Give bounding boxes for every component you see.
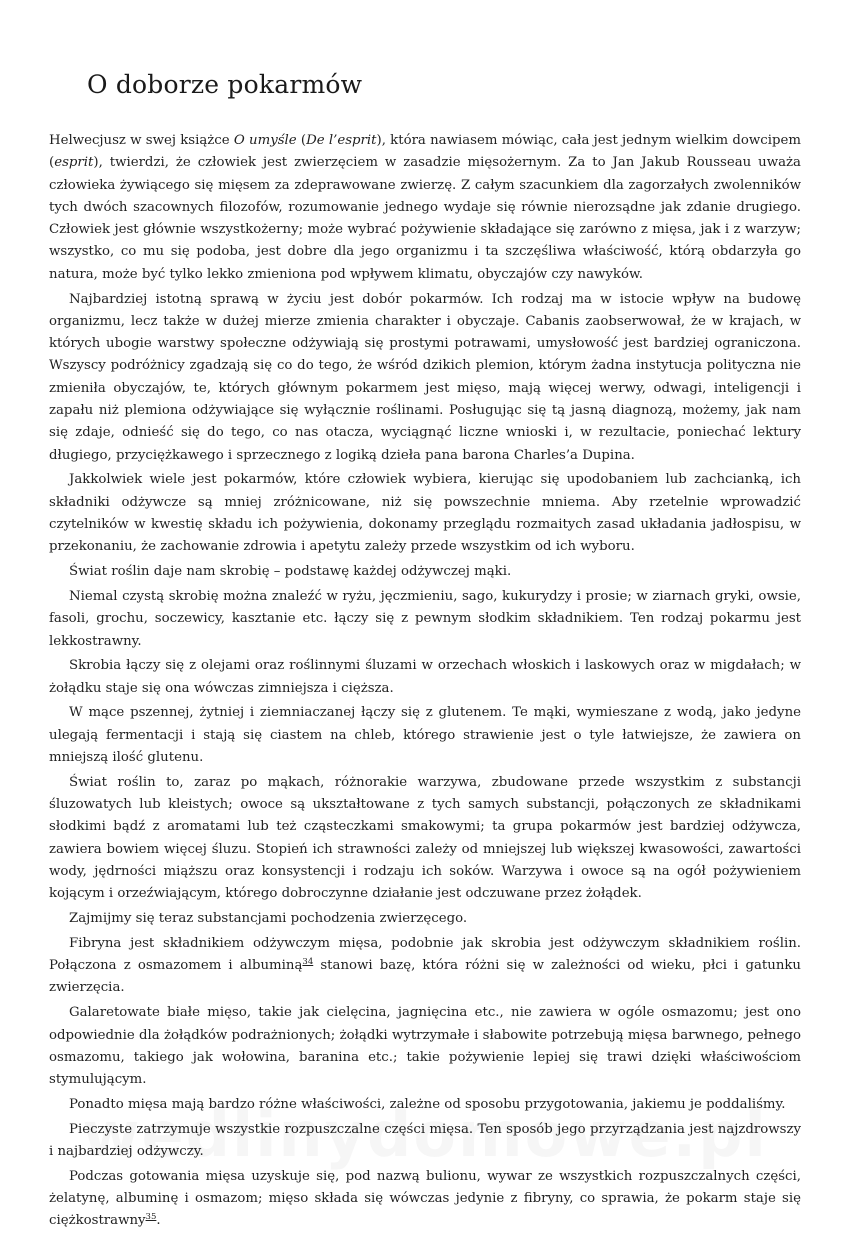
paragraph bbox=[49, 1002, 801, 1091]
paragraph-text: Świat roślin daje nam skrobię – podstawę każdej odżywczej mąki. bbox=[69, 564, 512, 580]
paragraph-text: W mące pszennej, żytniej i ziemniaczanej łączy się z glutenem. Te mąki, wymieszane z wodą, jako jedyne ulegają fermentacji i stają się ciastem na chleb, którego strawienie jest o tyle łatwiejsze, że zawiera on mniejszą ilość glutenu. bbox=[49, 705, 801, 766]
paragraph-text: . bbox=[156, 1213, 161, 1229]
paragraph-text: Ponadto mięsa mają bardzo różne właściwości, zależne od sposobu przygotowania, jakiemu je poddaliśmy. bbox=[69, 1096, 786, 1112]
paragraph bbox=[49, 772, 801, 906]
paragraph-text: Pieczyste zatrzymuje wszystkie rozpuszczalne części mięsa. Ten sposób jego przyrządzania jest najzdrowszy i najbardziej odżywczy. bbox=[49, 1121, 801, 1160]
paragraph-text: ), która nawiasem mówiąc, cała jest jednym wielkim dowcipem ( bbox=[49, 133, 801, 171]
paragraph bbox=[49, 561, 801, 583]
paragraph bbox=[49, 469, 801, 558]
italic-text: esprit bbox=[54, 155, 94, 171]
paragraph-text: Najbardziej istotną sprawą w życiu jest dobór pokarmów. Ich rodzaj ma w istocie wpływ na budowę organizmu, lecz także w dużej mierze zmienia charakter i obyczaje. Cabanis zaobserwował, że w krajach, w których ubogie warstwy społeczne odżywiają się prostymi potrawami, umysłowość jest bardziej ograniczona. Wszyscy podróżnicy zgadzają się co do tego, że wśród dzikich plemion, którym żadna instytucja polityczna nie zmieniła obyczajów, te, których głównym pokarmem jest mięso, mają więcej werwy, odwagi, inteligencji i zapału niż plemiona odżywiające się wyłącznie roślinami. Posługując się tą jasną diagnozą, możemy, jak nam się zdaje, odnieść się do tego, co nas otacza, wyciągnąć liczne wnioski i, w rezultacie, poniechać lektury długiego, przyciężkawego i sprzecznego z logiką dzieła pana barona Charles’a Dupina. bbox=[49, 291, 801, 463]
paragraph-text: Fibryna jest składnikiem odżywczym mięsa, podobnie jak skrobia jest odżywczym składnikiem roślin. Połączona z osmazomem i albuminą bbox=[49, 935, 801, 974]
paragraph-text: Niemal czystą skrobię można znaleźć w ryżu, jęczmieniu, sago, kukurydzy i prosie; w ziarnach gryki, owsie, fasoli, grochu, soczewicy, kasztanie etc. łączy się z pewnym słodkim składnikiem. Ten rodzaj pokarmu jest lekkostrawny. bbox=[49, 588, 801, 649]
paragraph bbox=[49, 933, 801, 1000]
italic-text: O umyśle bbox=[233, 133, 297, 148]
paragraph bbox=[49, 702, 801, 769]
italic-text: De l’esprit bbox=[306, 133, 377, 148]
chapter-title: O doborze pokarmów bbox=[87, 70, 363, 99]
watermark bbox=[0, 1098, 850, 1171]
paragraph bbox=[49, 1166, 801, 1233]
paragraph bbox=[49, 289, 801, 467]
footnote-ref[interactable]: 34 bbox=[302, 957, 314, 968]
paragraph-text: Świat roślin to, zaraz po mąkach, różnorakie warzywa, zbudowane przede wszystkim z substancji śluzowatych lub kleistych; owoce są ukształtowane z tych samych substancji, połączonych ze składnikami słodkimi bądź z aromatami lub też cząsteczkami smakowymi; ta grupa pokarmów jest bardziej odżywcza, zawiera bowiem więcej śluzu. Stopień ich strawności zależy od mniejszej lub większej kwasowości, zawartości wody, jędrności miąższu oraz konsystencji i rodzaju ich soków. Warzywa i owoce są na ogół pożywieniem kojącym i orzeźwiającym, którego dobroczynne działanie jest odczuwane przez żołądek. bbox=[49, 774, 801, 902]
paragraph bbox=[49, 908, 801, 930]
paragraph-text: Skrobia łączy się z olejami oraz roślinnymi śluzami w orzechach włoskich i laskowych oraz w migdałach; w żołądku staje się ona wówczas zimniejsza i cięższa. bbox=[49, 658, 801, 696]
paragraph bbox=[49, 130, 801, 286]
paragraph-text: Jakkolwiek wiele jest pokarmów, które człowiek wybiera, kierując się upodobaniem lub zachcianką, ich składniki odżywcze są mniej zróżnicowane, niż się powszechnie mniema. Aby rzetelnie wprowadzić czytelników w kwestię składu ich pożywienia, dokonamy przeglądu rozmaitych zasad układania jadłospisu, w przekonaniu, że zachowanie zdrowia i apetytu zależy przede wszystkim od ich wyboru. bbox=[49, 472, 801, 555]
paragraph-text: Zajmijmy się teraz substancjami pochodzenia zwierzęcego. bbox=[69, 911, 468, 927]
paragraph bbox=[49, 586, 801, 653]
paragraph-text: stanowi bazę, która różni się w zależności od wieku, płci i gatunku zwierzęcia. bbox=[49, 958, 801, 996]
paragraph-text: ), twierdzi, że człowiek jest zwierzęciem w zasadzie mięsożernym. Za to Jan Jakub Rousseau uważa człowieka żywiącego się mięsem za zdeprawowane zwierzę. Z całym szacunkiem dla zagorzałych zwolenników tych dwóch szacownych filozofów, rozumowanie jednego wydaje się równie nierozsądne jak zdanie drugiego. Człowiek jest głównie wszystkożerny; może wybrać pożywienie składające się zarówno z mięsa, jak i z warzyw; wszystko, co mu się podoba, jest dobre dla jego organizmu i ta szczęśliwa właściwość, którą obdarzyła go natura, może być tylko lekko zmieniona pod wpływem klimatu, obyczajów czy nawyków. bbox=[49, 155, 801, 282]
paragraph bbox=[49, 655, 801, 700]
paragraph-text: ( bbox=[296, 133, 307, 148]
paragraph-text: Galaretowate białe mięso, takie jak cielęcina, jagnięcina etc., nie zawiera w ogóle osmazomu; jest ono odpowiednie dla żołądków podrażnionych; żołądki wytrzymałe i słabowite potrzebują mięsa barwnego, pełnego osmazomu, takiego jak wołowina, baranina etc.; takie pożywienie lepiej się trawi dzięki właściwościom stymulującym. bbox=[49, 1005, 801, 1088]
paragraph-text: Podczas gotowania mięsa uzyskuje się, pod nazwą bulionu, wywar ze wszystkich rozpuszczalnych części, żelatynę, albuminę i osmazom; mięso składa się wówczas jedynie z fibryny, co sprawia, że pokarm staje się ciężkostrawny bbox=[49, 1168, 801, 1229]
footnote-ref[interactable]: 35 bbox=[145, 1212, 157, 1223]
paragraph-text: Helwecjusz w swej książce bbox=[49, 133, 234, 148]
body-text bbox=[49, 130, 801, 1235]
